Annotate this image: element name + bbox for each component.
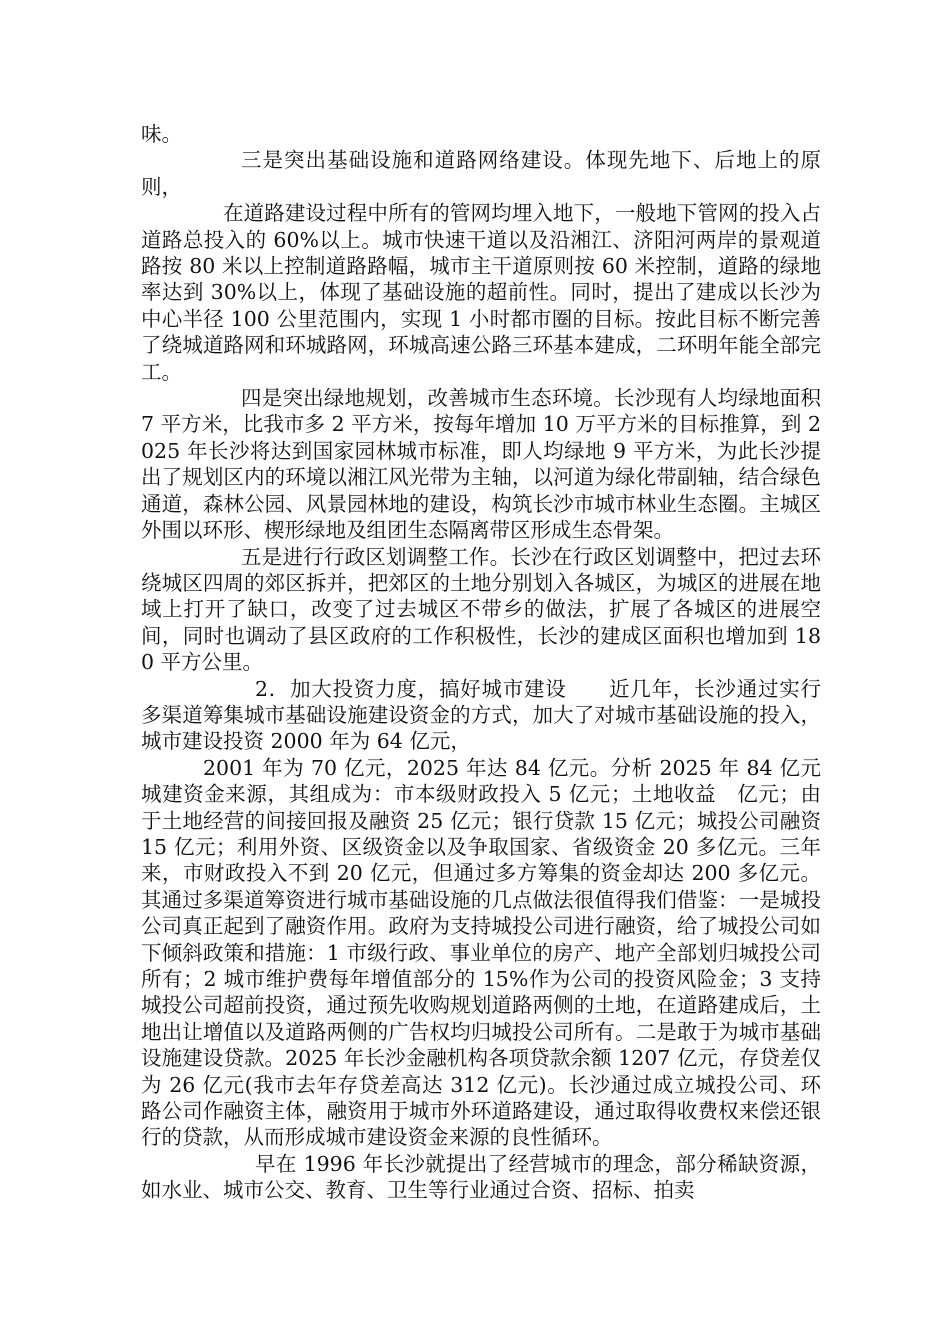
paragraph-funding-sources: 2001 年为 70 亿元，2025 年达 84 亿元。分析 2025 年 84 亿元城建资金来源，其组成为：市本级财政投入 5 亿元；土地收益 亿元；由于土地经营的间接回报及融资 25 亿元；银行贷款 15 亿元；城投公司融资 15 亿元；利用外资、区级资金以及争取国家、省级资金 20 多亿元。三年来，市财政投入不到 20 亿元，但通过多方筹集的资金却达 200 多亿元。其通过多渠道筹资进行城市基础设施的几点做法很值得我们借鉴：一是城投公司真正起到了融资作用。政府为支持城投公司进行融资，给了城投公司如下倾斜政策和措施：1 市级行政、事业单位的房产、地产全部划归城投公司所有；2 城市维护费每年增值部分的 15%作为公司的投资风险金；3 支持城投公司超前投资，通过预先收购规划道路两侧的土地，在道路建成后，土地出让增值以及道路两侧的广告权均归城投公司所有。二是敢于为城市基础设施建设贷款。2025 年长沙金融机构各项贷款余额 1207 亿元，存贷差仅为 26 亿元(我市去年存贷差高达 312 亿元)。长沙通过成立城投公司、环路公司作融资主体，融资用于城市外环道路建设，通过取得收费权来偿还银行的贷款，从而形成城市建设资金来源的良性循环。 xyxy=(141,755,821,1150)
document-body xyxy=(141,121,821,1204)
paragraph-district-adjustment: 五是进行行政区划调整工作。长沙在行政区划调整中，把过去环绕城区四周的郊区拆并，把郊区的土地分别划入各城区，为城区的进展在地域上打开了缺口，改变了过去城区不带乡的做法，扩展了各城区的进展空间，同时也调动了县区政府的工作积极性，长沙的建成区面积也增加到 180 平方公里。 xyxy=(141,544,821,675)
paragraph-city-operation: 早在 1996 年长沙就提出了经营城市的理念，部分稀缺资源，如水业、城市公交、教育、卫生等行业通过合资、招标、拍卖 xyxy=(141,1151,821,1203)
paragraph-fragment: 味。 xyxy=(141,122,182,146)
paragraph-investment-heading: 2．加大投资力度，搞好城市建设 近几年，长沙通过实行多渠道筹集城市基础设施建设资金的方式，加大了对城市基础设施的投入，城市建设投资 2000 年为 64 亿元， xyxy=(141,676,821,754)
paragraph-infrastructure-heading: 三是突出基础设施和道路网络建设。体现先地下、后地上的原则， xyxy=(141,148,821,199)
paragraph-green-planning: 四是突出绿地规划，改善城市生态环境。长沙现有人均绿地面积 7 平方米，比我市多 2 平方米，按每年增加 10 万平方米的目标推算，到 2025 年长沙将达到国家园林城市标准，即人均绿地 9 平方米，为此长沙提出了规划区内的环境以湘江风光带为主轴，以河道为绿化带副轴，结合绿色通道，森林公园、风景园林地的建设，构筑长沙市城市林业生态圈。主城区外围以环形、楔形绿地及组团生态隔离带区形成生态骨架。 xyxy=(141,386,821,543)
paragraph-road-construction: 在道路建设过程中所有的管网均埋入地下，一般地下管网的投入占道路总投入的 60%以上。城市快速干道以及沿湘江、济阳河两岸的景观道路按 80 米以上控制道路路幅，城市主干道原则按 60 米控制，道路的绿地率达到 30%以上，体现了基础设施的超前性。同时，提出了建成以长沙为中心半径 100 公里范围内，实现 1 小时都市圈的目标。按此目标不断完善了绕城道路网和环城路网，环城高速公路三环基本建成，二环明年能全部完工。 xyxy=(141,201,821,384)
